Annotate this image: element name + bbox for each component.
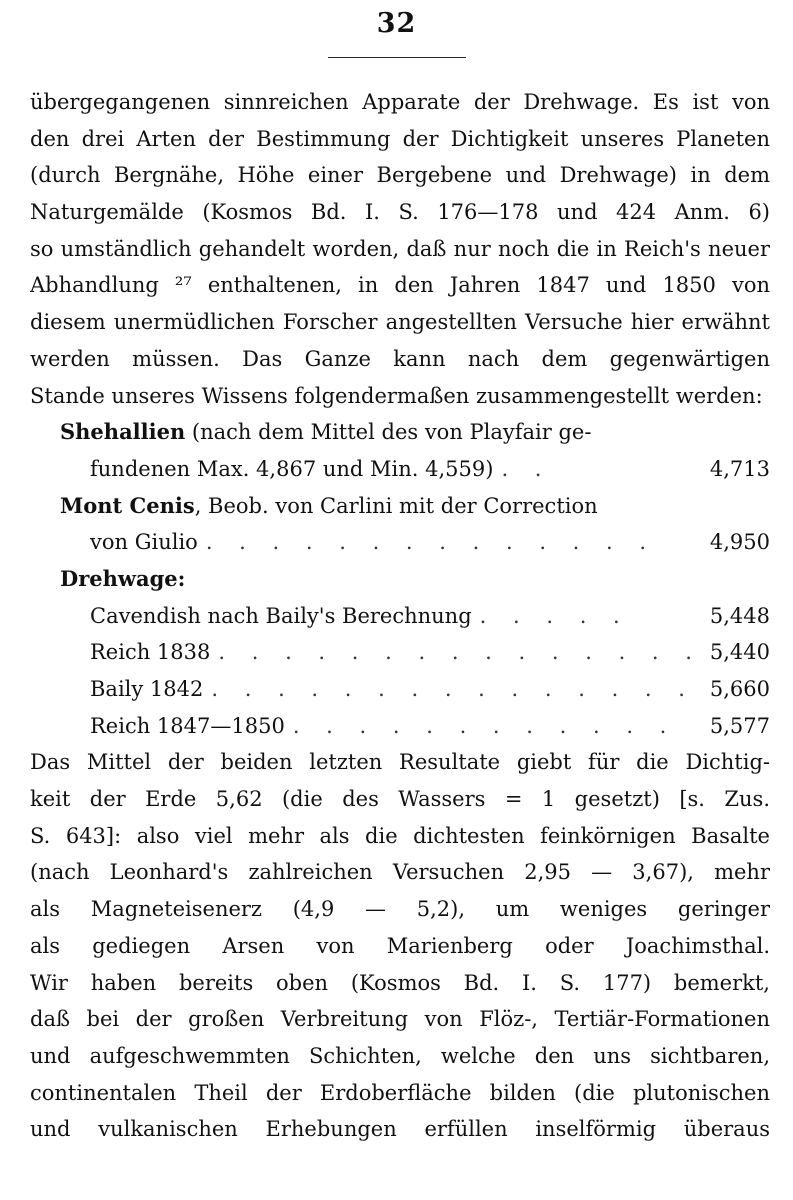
text-line: als Magneteisenerz (4,9 — 5,2), um weniges geringer: [30, 897, 770, 922]
text-line: daß bei der großen Verbreitung von Flöz-, Tertiär-Formationen: [30, 1007, 770, 1032]
leader-dots: . . . . . . . . . . . . . .: [205, 530, 657, 555]
entry-label: Reich 1838: [90, 640, 211, 665]
table-entry-shehallien-value-row: [30, 451, 770, 488]
text-line: continentalen Theil der Erdoberfläche bilden (die plutonischen: [30, 1080, 770, 1105]
entry-description: (nach dem Mittel des von Playfair ge-: [191, 420, 592, 445]
entry-label: Reich 1847—1850: [90, 713, 285, 738]
leader-dots: . .: [501, 456, 552, 481]
entry-description: von Giulio: [90, 530, 198, 555]
entry-description: fundenen Max. 4,867 und Min. 4,559): [90, 456, 494, 481]
drehwage-row: [30, 671, 770, 708]
text-line: und aufgeschwemmten Schichten, welche den uns sichtbaren,: [30, 1043, 770, 1068]
body-text: [30, 84, 770, 1148]
entry-name: Mont Cenis: [60, 492, 195, 518]
text-line: Stande unseres Wissens folgendermaßen zusammengestellt werden:: [30, 383, 763, 408]
drehwage-row: [30, 598, 770, 635]
text-line: keit der Erde 5,62 (die des Wassers = 1 gesetzt) [s. Zus.: [30, 787, 770, 812]
table-entry-mont-cenis: [30, 488, 770, 525]
text-line: als gediegen Arsen von Marienberg oder Joachimsthal.: [30, 933, 770, 958]
page-number: 32: [376, 8, 417, 39]
drehwage-row: [30, 634, 770, 671]
leader-dots: . . . . .: [479, 603, 630, 628]
leader-dots: . . . . . . . . . . . . . . .: [218, 640, 702, 665]
entry-value: 5,660: [709, 677, 770, 701]
text-line: übergegangenen sinnreichen Apparate der Drehwage. Es ist von: [30, 90, 770, 114]
text-line: S. 643]: also viel mehr als die dichtesten feinkörnigen Basalte: [30, 823, 770, 848]
text-line: diesem unermüdlichen Forscher angestellten Versuche hier erwähnt: [30, 310, 770, 335]
text-line: Naturgemälde (Kosmos Bd. I. S. 176—178 und 424 Anm. 6): [30, 200, 770, 225]
text-line: so umständlich gehandelt worden, daß nur noch die in Reich's neuer: [30, 236, 770, 261]
entry-value: 5,440: [709, 640, 770, 665]
text-line: (durch Bergnähe, Höhe einer Bergebene und Drehwage) in dem: [30, 163, 770, 188]
entry-value: 4,713: [709, 456, 770, 481]
entry-label: Baily 1842: [90, 677, 204, 701]
text-line: Wir haben bereits oben (Kosmos Bd. I. S. 177) bemerkt,: [30, 970, 770, 995]
table-entry-mont-cenis-value-row: [30, 524, 770, 561]
entry-value: 4,950: [709, 530, 770, 555]
text-line: werden müssen. Das Ganze kann nach dem gegenwärtigen: [30, 346, 770, 371]
text-line: Abhandlung ²⁷ enthaltenen, in den Jahren 1847 und 1850 von: [30, 273, 770, 298]
text-line: den drei Arten der Bestimmung der Dichtigkeit unseres Planeten: [30, 126, 770, 151]
header-rule: [328, 57, 466, 58]
leader-dots: . . . . . . . . . . . . . . .: [211, 677, 695, 701]
leader-dots: . . . . . . . . . . . .: [292, 713, 677, 738]
drehwage-row: [30, 708, 770, 745]
entry-name: Shehallien: [60, 419, 186, 445]
entry-label: Cavendish nach Baily's Berechnung: [90, 603, 472, 628]
text-line: Das Mittel der beiden letzten Resultate giebt für die Dichtig-: [30, 750, 770, 775]
drehwage-heading: Drehwage:: [60, 565, 186, 591]
table-entry-shehallien: [30, 414, 770, 451]
entry-value: 5,448: [709, 603, 770, 628]
text-line: (nach Leonhard's zahlreichen Versuchen 2,95 — 3,67), mehr: [30, 860, 770, 885]
entry-value: 5,577: [709, 713, 770, 738]
text-line: und vulkanischen Erhebungen erfüllen inselförmig überaus: [30, 1117, 770, 1142]
entry-description: , Beob. von Carlini mit der Correction: [194, 493, 598, 518]
